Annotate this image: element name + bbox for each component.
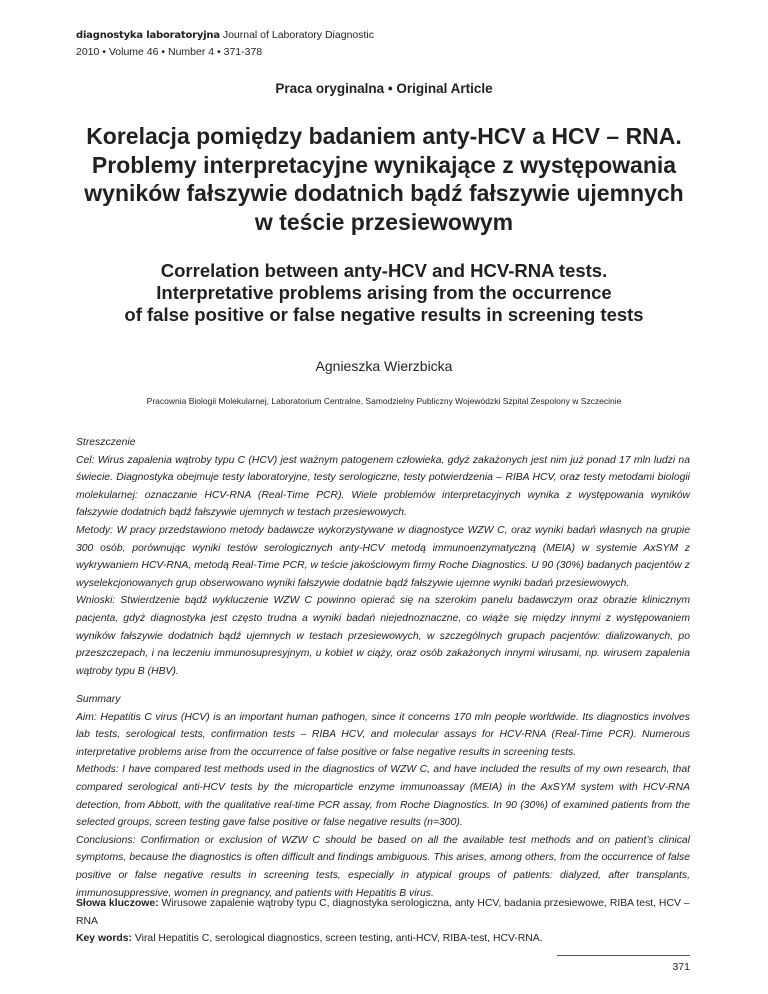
page-number: 371 <box>672 961 690 973</box>
journal-name-line <box>76 27 374 44</box>
keywords-polish <box>76 895 690 930</box>
title-line: Korelacja pomiędzy badaniem anty-HCV a HCV – RNA. <box>86 123 682 149</box>
abstract-heading: Summary <box>76 694 121 705</box>
keywords-label: Key words: <box>76 933 133 945</box>
article-type: Praca oryginalna • Original Article <box>275 81 493 96</box>
issue-info: 2010 • Volume 46 • Number 4 • 371-378 <box>76 46 263 58</box>
abstract-heading: Streszczenie <box>76 437 136 448</box>
journal-brand: diagnostyka laboratoryjna <box>76 30 220 41</box>
title-line: wyników fałszywie dodatnich bądź fałszywie ujemnych <box>84 180 684 206</box>
keywords-english <box>76 930 690 948</box>
author-name: Agnieszka Wierzbicka <box>315 358 453 374</box>
abstract-polish <box>76 434 690 680</box>
keywords-text: Wirusowe zapalenie wątroby typu C, diagnostyka serologiczna, anty HCV, badania przesiewowe, RIBA test, HCV – RNA <box>76 898 690 927</box>
title-polish <box>60 122 708 236</box>
abstract-english <box>76 691 690 902</box>
journal-english-name: Journal of Laboratory Diagnostic <box>222 29 374 41</box>
abstract-conclusions: Conclusions: Confirmation or exclusion of WZW C should be based on all the available test methods and on patient’s clinical symptoms, because the diagnostics is often difficult and findings ambiguous. This arises, among others, from the occurrence of false positive or false negative results in screening tests, especially in atypical groups of patients: dialyzed, after transplants, immunosuppressive, women in pregnancy, and patients with Hepatitis B virus. <box>76 834 690 899</box>
title-line: w teście przesiewowym <box>254 208 514 235</box>
journal-header <box>76 27 374 61</box>
abstract-methods: Methods: I have compared test methods used in the diagnostics of WZW C, and have included the results of my own research, that compared serological anti-HCV tests by the microparticle enzyme immunoassay (MEIA) in the AxSYM system with HCV-RNA detection, from Abbott, with the qualitative real-time PCR assay, from Roche Diagnostics. In 90 (30%) of examined patients from the selected groups, screen testing gave false positive or false negative results (n=300). <box>76 764 690 829</box>
footer-divider <box>557 955 690 956</box>
title-english <box>60 260 708 326</box>
title-line: Interpretative problems arising from the occurrence <box>156 282 612 303</box>
abstract-aim: Cel: Wirus zapalenia wątroby typu C (HCV) jest ważnym patogenem człowieka, gdyż zakażonych jest nim już ponad 17 mln ludzi na świecie. Diagnostyka obejmuje testy laboratoryjne, testy serologiczne, testy potwierdzenia – RIBA HCV, oraz testy metodami biologii molekularnej: oznaczanie HCV-RNA (Real-Time PCR). Wiele problemów interpretacyjnych wynika z występowania wyników fałszywie dodatnich bądź fałszywie ujemnych w testach przesiewowych. <box>76 454 690 519</box>
title-line: Problemy interpretacyjne wynikające z występowania <box>91 151 677 178</box>
keywords-label: Słowa kluczowe: <box>76 898 159 909</box>
keywords-text: Viral Hepatitis C, serological diagnostics, screen testing, anti-HCV, RIBA-test, HCV-RNA. <box>134 933 543 945</box>
abstract-methods: Metody: W pracy przedstawiono metody badawcze wykorzystywane w diagnostyce WZW C, oraz wyniki badań własnych na grupie 300 osób, porównując wyniki testów serologicznych anty-HCV metodą immunoenzymatyczną (MEIA) w systemie AxSYM z wykrywaniem HCV-RNA, metodą Real-Time PCR, w teście jakościowym firmy Roche Diagnostics. U 90 (30%) badanych pacjentów z wyselekcjonowanych grup obserwowano wyniki fałszywie dodatnie bądź fałszywie ujemne wyniki badań przesiewowych. <box>76 524 690 589</box>
author-affiliation: Pracownia Biologii Molekularnej, Laboratorium Centralne, Samodzielny Publiczny Wojewódzki Szpital Zespolony w Szczecinie <box>146 396 622 406</box>
title-line: of false positive or false negative results in screening tests <box>124 304 644 325</box>
keywords-section <box>76 895 690 948</box>
abstract-aim: Aim: Hepatitis C virus (HCV) is an important human pathogen, since it concerns 170 mln people worldwide. Its diagnostics involves lab tests, serological tests, confirmation tests – RIBA HCV, and molecular assays for HCV-RNA (Real-Time PCR). Numerous interpretative problems arise from the occurrence of false positive or false negative results in screening tests. <box>76 711 690 758</box>
title-line: Correlation between anty-HCV and HCV-RNA tests. <box>160 260 608 281</box>
abstract-conclusions: Wnioski: Stwierdzenie bądź wykluczenie WZW C powinno opierać się na szerokim panelu badawczym oraz obrazie klinicznym pacjenta, gdyż diagnostyka jest często trudna a wyniki badań niejednoznaczne, co wiąże się między innymi z występowaniem wyników fałszywie dodatnich bądź ujemnych w testach przesiewowych, w szczególnych grupach pacjentów: dializowanych, po przeszczepach, i na leczeniu immunosupresyjnym, u kobiet w ciąży, oraz osób zakażonych innymi wirusami, np. wirusem zapalenia wątroby typu B (HBV). <box>76 595 690 677</box>
